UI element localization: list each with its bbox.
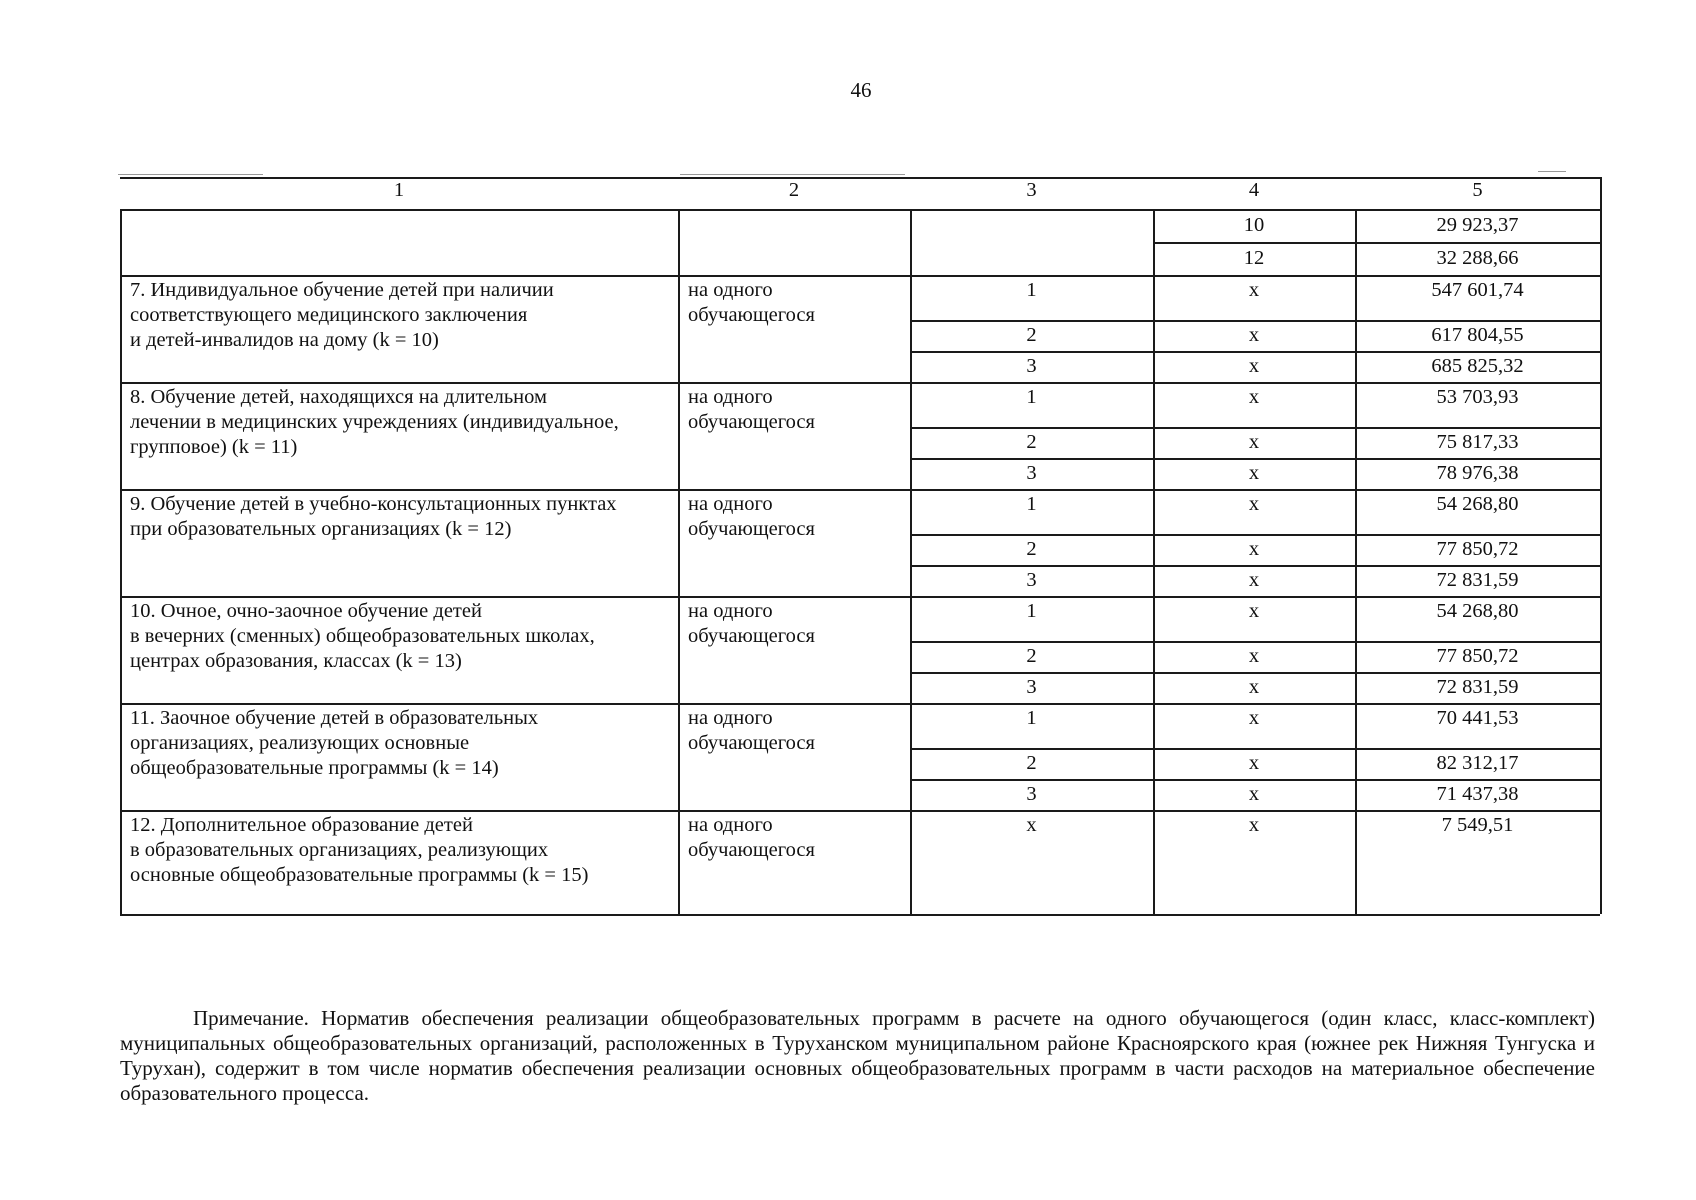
- table-rule: [910, 534, 1600, 536]
- table-rule: [678, 596, 680, 703]
- table-rule: [120, 275, 1600, 277]
- table-cell: 75 817,33: [1436, 431, 1519, 453]
- group-title-line: лечении в медицинских учреждениях (индивидуальное,: [130, 411, 619, 433]
- table-cell: х: [1248, 600, 1260, 622]
- group-title-line: основные общеобразовательные программы (k = 15): [130, 864, 589, 886]
- group-title-line: общеобразовательные программы (k = 14): [130, 757, 499, 779]
- table-rule: [1153, 596, 1155, 703]
- table-cell: 3: [1026, 783, 1037, 805]
- column-header: 2: [788, 179, 800, 201]
- table-rule: [1355, 489, 1357, 596]
- group-title-line: 7. Индивидуальное обучение детей при наличии: [130, 279, 554, 301]
- table-rule: [120, 489, 1600, 491]
- page-number: 46: [850, 78, 872, 102]
- table-rule: [678, 275, 680, 382]
- table-rule: [910, 748, 1600, 750]
- table-rule: [910, 320, 1600, 322]
- table-cell: 72 831,59: [1436, 569, 1519, 591]
- unit-label-line: на одного: [688, 386, 773, 408]
- table-rule: [120, 382, 1600, 384]
- table-cell: 77 850,72: [1436, 645, 1519, 667]
- table-cell: 54 268,80: [1436, 600, 1519, 622]
- table-rule: [120, 703, 1600, 705]
- table-cell: 3: [1026, 462, 1037, 484]
- table-rule: [910, 779, 1600, 781]
- table-cell: 72 831,59: [1436, 676, 1519, 698]
- table-cell: 685 825,32: [1431, 355, 1524, 377]
- table-rule: [678, 703, 680, 810]
- table-cell: х: [1248, 676, 1260, 698]
- unit-label-line: обучающегося: [688, 518, 815, 540]
- group-title-line: в вечерних (сменных) общеобразовательных школах,: [130, 625, 595, 647]
- table-rule: [1600, 177, 1602, 914]
- table-rule: [120, 275, 122, 382]
- table-cell: х: [1248, 752, 1260, 774]
- table-rule: [120, 209, 1600, 211]
- group-title-line: 8. Обучение детей, находящихся на длительном: [130, 386, 547, 408]
- column-header: 4: [1248, 179, 1260, 201]
- table-rule: [1153, 810, 1155, 914]
- table-rule: [1355, 703, 1357, 810]
- table-cell: х: [1248, 707, 1260, 729]
- table-rule: [1153, 209, 1155, 275]
- table-rule: [910, 427, 1600, 429]
- table-rule: [910, 382, 912, 489]
- group-title-line: групповое) (k = 11): [130, 436, 298, 458]
- table-rule: [1153, 275, 1155, 382]
- table-rule: [1153, 242, 1600, 244]
- table-cell: 71 437,38: [1436, 783, 1519, 805]
- table-cell: 2: [1026, 645, 1037, 667]
- unit-label-line: обучающегося: [688, 732, 815, 754]
- table-rule: [1355, 382, 1357, 489]
- unit-label-line: обучающегося: [688, 839, 815, 861]
- table-cell: х: [1248, 462, 1260, 484]
- table-rule: [910, 275, 912, 382]
- table-rule: [910, 565, 1600, 567]
- unit-label-line: обучающегося: [688, 304, 815, 326]
- group-title-line: соответствующего медицинского заключения: [130, 304, 528, 326]
- table-cell: 10: [1243, 214, 1265, 236]
- table-cell: 2: [1026, 324, 1037, 346]
- table-cell: х: [1248, 279, 1260, 301]
- table-cell: х: [1248, 324, 1260, 346]
- group-title-line: 9. Обучение детей в учебно-консультационных пунктах: [130, 493, 617, 515]
- scan-artifact-line: [680, 174, 905, 175]
- table-rule: [678, 382, 680, 489]
- scan-artifact-line: [1538, 171, 1566, 172]
- table-cell: х: [1248, 431, 1260, 453]
- group-title-line: при образовательных организациях (k = 12): [130, 518, 512, 540]
- scan-artifact-line: [118, 174, 263, 175]
- table-rule: [120, 489, 122, 596]
- table-rule: [910, 703, 912, 810]
- table-cell: 2: [1026, 538, 1037, 560]
- table-rule: [1355, 209, 1357, 275]
- table-rule: [120, 209, 122, 275]
- table-cell: х: [1026, 814, 1037, 836]
- table-cell: 617 804,55: [1431, 324, 1524, 346]
- table-cell: 70 441,53: [1436, 707, 1519, 729]
- note-paragraph: Примечание. Норматив обеспечения реализации общеобразовательных программ в расчете на одного обучающегося (один класс, класс-комплект) муниципальных общеобразовательных организаций, расположенных в Туруханском муниципальном районе Красноярского края (южнее рек Нижняя Тунгуска и Турухан), содержит в том числе норматив обеспечения реализации основных общеобразовательных программ в части расходов на материальное обеспечение образовательного процесса.: [120, 1006, 1595, 1105]
- table-cell: 1: [1026, 386, 1037, 408]
- group-title-line: 11. Заочное обучение детей в образовательных: [130, 707, 539, 729]
- table-rule: [678, 209, 680, 275]
- table-rule: [120, 810, 122, 914]
- table-cell: 2: [1026, 431, 1037, 453]
- table-cell: 3: [1026, 355, 1037, 377]
- table-rule: [1153, 703, 1155, 810]
- table-cell: 53 703,93: [1436, 386, 1519, 408]
- group-title-line: организациях, реализующих основные: [130, 732, 470, 754]
- group-title-line: центрах образования, классах (k = 13): [130, 650, 462, 672]
- unit-label-line: на одного: [688, 707, 773, 729]
- table-cell: 77 850,72: [1436, 538, 1519, 560]
- table-rule: [120, 810, 1600, 812]
- table-rule: [910, 489, 912, 596]
- table-rule: [120, 914, 1600, 916]
- table-cell: 1: [1026, 279, 1037, 301]
- column-header: 1: [393, 179, 405, 201]
- table-cell: 547 601,74: [1431, 279, 1524, 301]
- table-cell: 3: [1026, 569, 1037, 591]
- table-cell: 82 312,17: [1436, 752, 1519, 774]
- table-cell: х: [1248, 814, 1260, 836]
- table-rule: [120, 596, 122, 703]
- unit-label-line: обучающегося: [688, 411, 815, 433]
- table-cell: 7 549,51: [1441, 814, 1514, 836]
- table-rule: [1355, 275, 1357, 382]
- table-rule: [120, 382, 122, 489]
- unit-label-line: на одного: [688, 600, 773, 622]
- group-title-line: 12. Дополнительное образование детей: [130, 814, 473, 836]
- column-header: 5: [1472, 179, 1483, 201]
- table-cell: 54 268,80: [1436, 493, 1519, 515]
- table-rule: [910, 209, 912, 275]
- normative-table: [120, 177, 1600, 979]
- table-cell: 3: [1026, 676, 1037, 698]
- unit-label-line: на одного: [688, 814, 773, 836]
- table-cell: х: [1248, 355, 1260, 377]
- table-rule: [678, 489, 680, 596]
- table-cell: х: [1248, 783, 1260, 805]
- table-cell: 2: [1026, 752, 1037, 774]
- table-rule: [1153, 382, 1155, 489]
- table-cell: 78 976,38: [1436, 462, 1519, 484]
- group-title-line: 10. Очное, очно-заочное обучение детей: [130, 600, 482, 622]
- table-cell: х: [1248, 538, 1260, 560]
- table-rule: [910, 672, 1600, 674]
- table-rule: [120, 703, 122, 810]
- table-cell: 1: [1026, 600, 1037, 622]
- group-title-line: в образовательных организациях, реализующих: [130, 839, 549, 861]
- table-rule: [910, 458, 1600, 460]
- table-cell: х: [1248, 386, 1260, 408]
- unit-label-line: обучающегося: [688, 625, 815, 647]
- table-rule: [1153, 489, 1155, 596]
- table-rule: [120, 596, 1600, 598]
- table-cell: 1: [1026, 707, 1037, 729]
- table-rule: [1355, 810, 1357, 914]
- table-rule: [910, 810, 912, 914]
- table-rule: [910, 641, 1600, 643]
- table-rule: [910, 596, 912, 703]
- group-title-line: и детей-инвалидов на дому (k = 10): [130, 329, 439, 351]
- column-header: 3: [1026, 179, 1037, 201]
- table-cell: х: [1248, 493, 1260, 515]
- table-rule: [1355, 596, 1357, 703]
- unit-label-line: на одного: [688, 493, 773, 515]
- table-rule: [678, 810, 680, 914]
- unit-label-line: на одного: [688, 279, 773, 301]
- table-cell: 29 923,37: [1436, 214, 1519, 236]
- table-cell: 32 288,66: [1436, 247, 1519, 269]
- table-cell: 1: [1026, 493, 1037, 515]
- table-cell: х: [1248, 645, 1260, 667]
- table-cell: 12: [1243, 247, 1265, 269]
- table-rule: [910, 351, 1600, 353]
- table-cell: х: [1248, 569, 1260, 591]
